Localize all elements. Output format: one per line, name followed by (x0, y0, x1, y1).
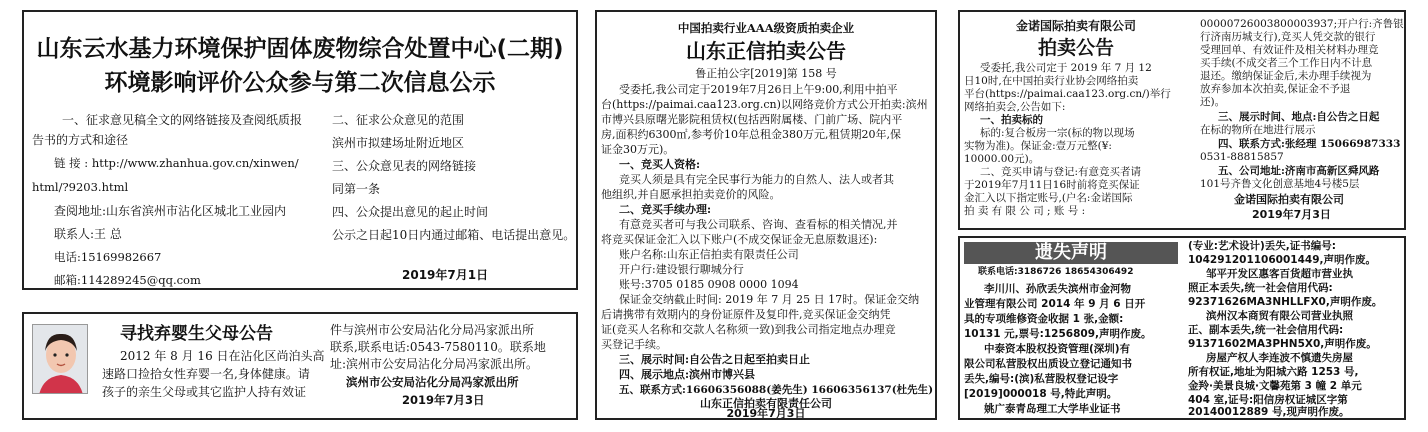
notice-left-line: 日10时,在中国拍卖行业协会网络拍卖 (964, 75, 1139, 87)
notice-ref: 鲁正拍公字[2019]第 158 号 (695, 67, 837, 80)
notice-line: 市博兴县原曙光影院租赁权(包括西附属楼、门前广场、院内平 (601, 113, 903, 126)
notice-right-line: 101号齐鲁文化创意基地4号楼5层 (1200, 178, 1360, 190)
notice-right-line: 址:滨州市公安局沾化分局冯家派出所。 (330, 357, 539, 371)
lost-right-line: 91371602MA3PHN5X0,声明作废。 (1188, 338, 1377, 350)
lost-right-line: 房屋产权人李连波不慎遗失房屋 (1206, 352, 1353, 364)
lost-right-line: 滨州汉本商贸有限公司营业执照 (1206, 310, 1353, 322)
notice-right-line: 联系,联系电话:0543-7580110。联系地 (330, 340, 546, 354)
notice-title: 拍卖公告 (1037, 37, 1114, 59)
notice-title-line2: 环境影响评价公众参与第二次信息公示 (104, 70, 496, 96)
notice-left-line: 联系人:王 总 (54, 227, 122, 241)
notice-right-line: 行济南历城支行),竞买人凭交款的银行 (1200, 31, 1376, 43)
notice-right-line: 同第一条 (332, 182, 381, 196)
notice-company: 金诺国际拍卖有限公司 (1015, 19, 1136, 33)
notice-right-line: 件与滨州市公安局沾化分局冯家派出所 (330, 323, 535, 337)
notice-left-line: 链 接 : http://www.zhanhua.gov.cn/xinwen/ (54, 156, 299, 170)
notice-line: 2012 年 8 月 16 日在沾化区尚泊头高 (120, 349, 325, 363)
notice-line: 有意竞买者可与我公司联系、咨询、查看标的相关情况,并 (619, 218, 898, 231)
notice-right-line: 放弃参加本次拍卖,保证金不予退 (1200, 83, 1351, 95)
notice-line: 买登记手续。 (601, 338, 667, 351)
notice-phone: 联系电话:3186726 18654306492 (978, 267, 1134, 277)
notice-right-line: 滨州市拟建场址附近地区 (332, 136, 465, 150)
notice-left-line: 电话:15169982667 (54, 250, 162, 264)
lost-left-line: 李川川、孙欣丢失滨州市金河物 (984, 283, 1131, 295)
notice-right-line: 在标的物所在地进行展示 (1200, 124, 1316, 136)
notice-left-line: 于2019年7月11日16时前将竞买保证 (964, 179, 1140, 191)
notice-right-line: 公示之日起10日内通过邮箱、电话提出意见。 (332, 228, 576, 242)
lost-left-line: [2019]000018 号,特此声明。 (964, 388, 1118, 400)
notice-zhengxin-auction (595, 10, 937, 420)
baby-photo-image (33, 325, 88, 394)
lost-right-line: 照正本丢失,统一社会信用代码: (1188, 282, 1333, 294)
notice-right-line: 四、联系方式:张经理 15066987333 (1218, 138, 1401, 150)
notice-right-line: 0531-88815857 (1200, 151, 1284, 163)
baby-photo (32, 324, 88, 394)
notice-right-line: 买手续(不成交者三个工作日内不计息 (1200, 57, 1373, 69)
notice-right-line: 二、征求公众意见的范围 (332, 113, 465, 127)
notice-signer: 滨州市公安局沾化分局冯家派出所 (346, 375, 519, 389)
notice-line: 孩子的亲生父母或其它监护人持有效证 (102, 385, 307, 399)
notice-line: 他组织,并自愿承担拍卖竞价的风险。 (601, 188, 781, 201)
lost-left-line: 丢失,编号:(滨)私营股权登记设字 (964, 373, 1119, 385)
notice-left-line: 金汇入以下指定账号,(户名:金诺国际 (964, 192, 1133, 204)
notice-line: 三、展示时间:自公告之日起至拍卖日止 (619, 353, 811, 366)
lost-right-line: 104291201106001449,声明作废。 (1188, 254, 1376, 266)
notice-line: 保证金交纳截止时间: 2019 年 7 月 25 日 17时。保证金交纳 (619, 293, 920, 306)
notice-date: 2019年7月1日 (402, 268, 489, 282)
lost-right-line: 20140012889 号,现声明作废。 (1188, 406, 1350, 418)
notice-title: 山东正信拍卖公告 (686, 39, 846, 63)
notice-line: 账号:3705 0185 0908 0000 1094 (619, 278, 799, 291)
notice-line: 房,面积约6300㎡,参考价10年总租金380万元,租赁期20年,保 (601, 128, 901, 141)
notice-left-line: 10000.00元)。 (964, 153, 1040, 165)
notice-left-line: html/?9203.html (32, 180, 129, 194)
notice-line: 竞买人须是具有完全民事行为能力的自然人、法人或者其 (619, 173, 894, 186)
lost-right-line: 正、副本丢失,统一社会信用代码: (1188, 324, 1344, 336)
notice-line: 受委托,我公司定于2019年7月26日上午9:00,利用中拍平 (619, 83, 898, 96)
lost-left-line: 中泰资本股权投资管理(深圳)有 (984, 343, 1131, 355)
notice-environmental (22, 10, 578, 290)
lost-right-line: 邹平开发区惠客百货超市营业执 (1206, 268, 1353, 280)
notice-line: 四、展示地点:滨州市博兴县 (619, 368, 756, 381)
lost-right-line: 所有权证,地址为阳城六路 1253 号, (1188, 366, 1359, 378)
notice-line: 台(https://paimai.caa123.org.cn)以网络竞价方式公开拍卖:滨州 (601, 98, 928, 111)
notice-right-line: 退还。缴纳保证金后,未办理手续视为 (1200, 70, 1372, 82)
lost-right-line: 金羚·美景良城·文馨苑第 3 幢 2 单元 (1188, 380, 1362, 392)
notice-line: 证(竞买人名称和交款人名称须一致)到我公司指定地点办理竞 (601, 323, 896, 336)
notice-signer: 山东正信拍卖有限责任公司 (700, 397, 832, 410)
notice-right-line: 000007260038000039​37;开户行:齐鲁银 (1200, 18, 1404, 30)
notice-right-line: 四、公众提出意见的起止时间 (332, 205, 489, 219)
notice-line: 一、竞买人资格: (619, 158, 701, 171)
notice-left-line: 网络拍卖会,公告如下: (964, 101, 1066, 113)
notice-line: 五、联系方式:16606356088(姜先生) 16606356137(杜先生) (619, 384, 934, 396)
lost-right-line: 404 室,证号:阳信房权证城区字第 (1188, 394, 1348, 406)
notice-left-line: 受委托,我公司定于 2019 年 7 月 12 (980, 62, 1152, 74)
notice-left-line: 实物为准)。保证金:壹万元整(¥: (964, 140, 1112, 152)
lost-left-line: 姚广泰青岛理工大学毕业证书 (984, 403, 1121, 415)
notice-right-line: 三、展示时间、地点:自公告之日起 (1218, 111, 1380, 123)
notice-line: 后请携带有效期内的身份证原件及复印件,竞买保证金交纳凭 (601, 308, 891, 321)
notice-right-line: 三、公众意见表的网络链接 (332, 159, 477, 173)
notice-date: 2019年7月3日 (726, 407, 806, 420)
notice-jinnuo-auction (958, 10, 1406, 230)
lost-left-line: 10131 元,票号:1256809,声明作废。 (964, 328, 1152, 340)
lost-left-line: 具的专项维修资金收据 1 张,金额: (964, 313, 1124, 325)
notice-line: 开户行:建设银行聊城分行 (619, 263, 744, 276)
notice-left-line: 一、征求意见稿全文的网络链接及查阅纸质报 (62, 113, 303, 127)
notice-lost-statements (958, 236, 1406, 420)
notice-line: 二、竞买手续办理: (619, 203, 712, 216)
notice-left-line: 标的:复合板房一宗(标的物以现场 (980, 127, 1135, 139)
notice-title-line1: 山东云水基力环境保护固体废物综合处置中心(二期) (36, 36, 564, 62)
lost-left-line: 业管理有限公司 2014 年 9 月 6 日开 (964, 298, 1146, 310)
notice-left-line: 二、竞买申请与登记:有意竞买者请 (980, 166, 1142, 178)
lost-right-line: (专业:艺术设计)丢失,证书编号: (1188, 240, 1336, 252)
notice-left-line: 一、拍卖标的 (980, 114, 1043, 126)
notice-line: 将竞买保证金汇入以下账户(不成交保证金无息原数退还): (601, 233, 878, 246)
notice-title: 遗失声明 (1035, 242, 1107, 263)
notice-left-line: 拍 卖 有 限 公 司 ; 账 号 : (964, 205, 1086, 217)
notice-line: 速路口捡拾女性弃婴一名,身体健康。请 (102, 367, 310, 381)
notice-right-line: 五、公司地址:济南市高新区舜风路 (1218, 165, 1380, 177)
notice-title: 寻找弃婴生父母公告 (120, 324, 273, 344)
notice-top-line: 中国拍卖行业AAA级资质拍卖企业 (677, 21, 855, 35)
notice-left-line: 查阅地址:山东省滨州市沾化区城北工业园内 (54, 204, 287, 218)
notice-date: 2019年7月3日 (402, 393, 485, 407)
notice-signer: 金诺国际拍卖有限公司 (1234, 193, 1344, 206)
notice-date: 2019年7月3日 (1252, 208, 1331, 221)
notice-right-line: 还)。 (1200, 96, 1226, 108)
notice-right-line: 受理回单、有效证件及相关材料办理竞 (1200, 44, 1379, 56)
notice-left-line: 平台(https://paimai.caa123.org.cn/)举行 (964, 88, 1171, 100)
lost-left-line: 限公司私营股权出质设立登记通知书 (964, 358, 1132, 370)
notice-left-line: 告书的方式和途径 (32, 133, 129, 147)
notice-left-line: 邮箱:114289245@qq.com (54, 273, 201, 287)
notice-line: 证金30万元)。 (601, 143, 675, 156)
lost-right-line: 92371626MA3NHLLFX0,声明作废。 (1188, 296, 1383, 308)
notice-line: 账户名称:山东正信拍卖有限责任公司 (619, 248, 799, 261)
notice-abandoned-baby (22, 312, 578, 420)
